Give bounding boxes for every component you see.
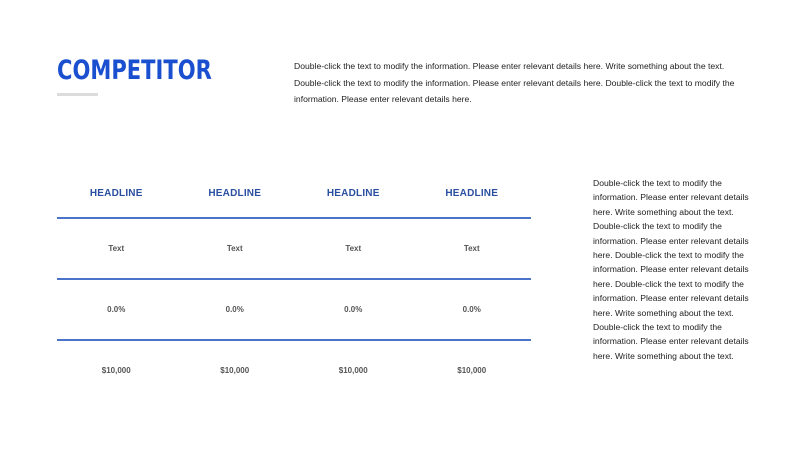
table-row [57,219,531,278]
table-cell: $10,000 [338,366,368,375]
intro-paragraph: Double-click the text to modify the information. Please enter relevant details here. Write something about the text. Double-click the text to modify the information. Please enter relevant details here. Double-click the text to modify the information. Please enter relevant details here. [294,61,735,104]
table-cell: $10,000 [101,366,131,375]
table-cell: 0.0% [462,305,481,314]
table-header-cell: HEADLINE [326,188,380,199]
table-cell: Text [108,244,125,253]
table-cell: Text [226,244,243,253]
table-cell: 0.0% [225,305,244,314]
table-cell: Text [345,244,362,253]
table-cell: 0.0% [344,305,363,314]
competitor-table [57,170,531,400]
table-cell: $10,000 [220,366,250,375]
title-underline [57,93,98,96]
table-cell: 0.0% [107,305,126,314]
table-cell: $10,000 [457,366,487,375]
slide-title: COMPETITOR [57,55,212,86]
table-row [57,280,531,339]
side-paragraph: Double-click the text to modify the information. Please enter relevant details here. Write something about the text. Double-click the text to modify the information. Please enter relevant details here. Double-click the text to modify the information. Please enter relevant details here. Double-click the text to modify the information. Please enter relevant details here. Write something about the text. Double-click the text to modify the information. Please enter relevant details here. Write something about the text. [593,178,749,361]
table-header-cell: HEADLINE [208,188,262,199]
table-header-cell: HEADLINE [445,188,499,199]
table-header-row [57,170,531,217]
table-header-cell: HEADLINE [89,188,143,199]
table-row [57,341,531,400]
table-cell: Text [463,244,480,253]
